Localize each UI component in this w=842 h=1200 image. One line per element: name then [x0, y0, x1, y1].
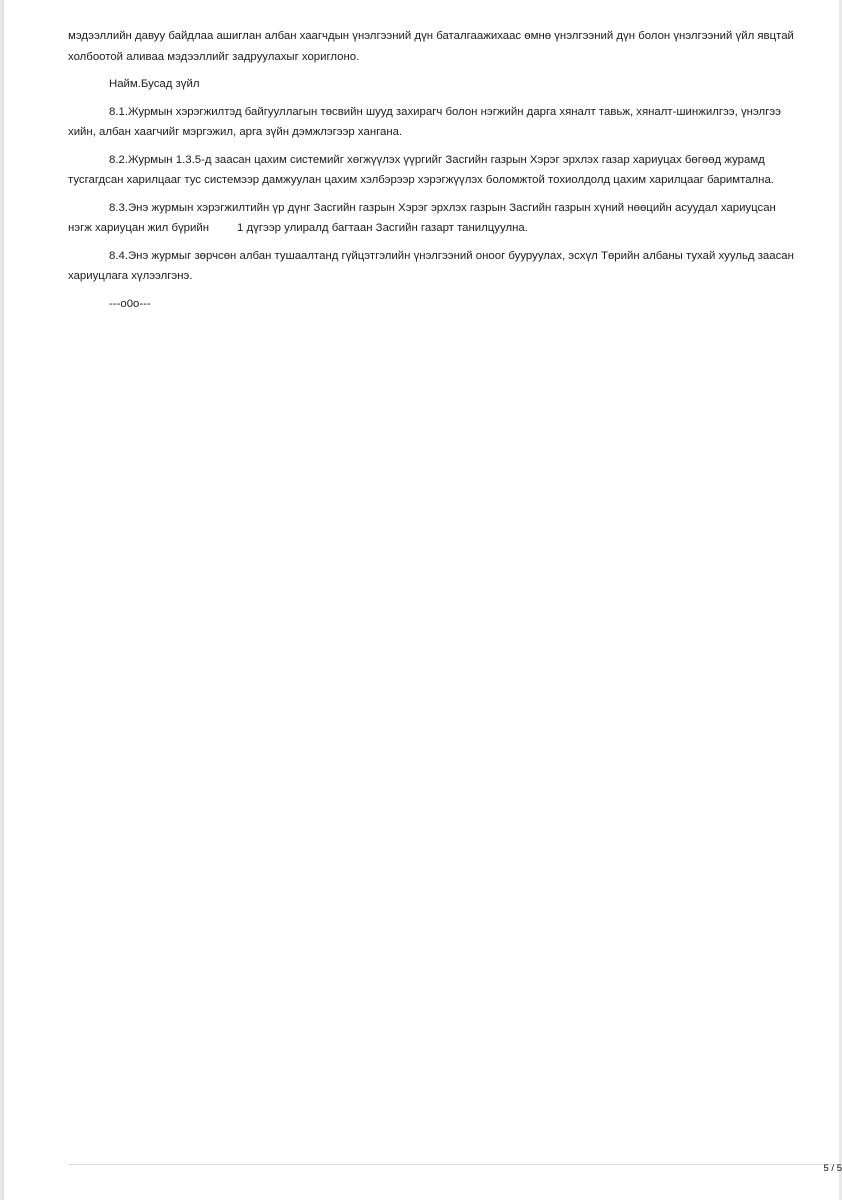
clause-8-3: [68, 198, 796, 239]
page-number: 5 / 5: [823, 1163, 842, 1174]
clause-8-2: 8.2.Журмын 1.3.5-д заасан цахим системийг хөгжүүлэх үүргийг Засгийн газрын Хэрэг эрхлэх газар хариуцах бөгөөд журамд тусгагдсан харилцааг тус системээр дамжуулан цахим хэлбэрээр хэрэгжүүлэх боломжтой тохиолдолд цахим харилцааг баримтална.: [68, 153, 774, 186]
footer-divider: [68, 1164, 839, 1165]
section-heading: Найм.Бусад зүйл: [109, 78, 200, 90]
end-mark: ---o0o---: [109, 297, 151, 310]
clause-8-3-text-start: 8.3.Энэ журмын хэрэгжилтийн үр дүнг Засгийн газрын Хэрэг эрхлэх газрын Засгийн газрын хүний нөөцийн асуудал хариуцсан нэгж хариуцан жил бүрийн: [68, 201, 776, 234]
document-body: [68, 26, 796, 321]
continuation-paragraph: мэдээллийн давуу байдлаа ашиглан албан хаагчдын үнэлгээний дүн баталгаажихаас өмнө үнэлгээний дүн болон үнэлгээний үйл явцтай холбоотой аливаа мэдээллийг задруулахыг хориглоно.: [68, 30, 794, 63]
clause-8-3-text-end: 1 дүгээр улиралд багтаан Засгийн газарт танилцуулна.: [237, 222, 528, 234]
clause-8-4: 8.4.Энэ журмыг зөрчсөн албан тушаалтанд гүйцэтгэлийн үнэлгээний оноог бууруулах, эсхүл Төрийн албаны тухай хуульд заасан хариуцлага хүлээлгэнэ.: [68, 249, 794, 282]
document-page: [4, 0, 842, 1200]
clause-8-1: 8.1.Журмын хэрэгжилтэд байгууллагын төсвийн шууд захирагч болон нэгжийн дарга хяналт тавьж, хяналт-шинжилгээ, үнэлгээ хийн, албан хаагчийг мэргэжил, арга зүйн дэмжлэгээр хангана.: [68, 105, 781, 138]
